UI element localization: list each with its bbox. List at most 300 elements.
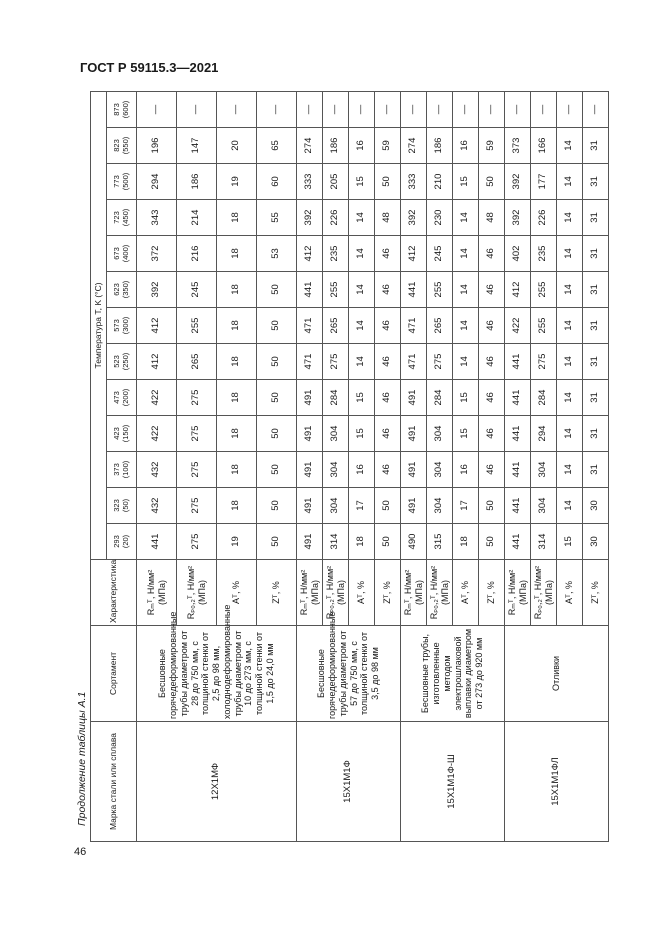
characteristic-label: Rₘᵀ, Н/мм² bbox=[507, 569, 518, 616]
value-cell: 177 bbox=[531, 164, 557, 200]
assortment-cell: Бесшовные трубы, изготовленные методом электрошлаковой выплавки диаметром от 273 до 920 мм bbox=[401, 626, 505, 722]
temperature-header-cell bbox=[107, 416, 137, 452]
value-cell: 275 bbox=[177, 524, 217, 560]
value-cell: 205 bbox=[323, 164, 349, 200]
value-cell: 14 bbox=[557, 380, 583, 416]
value-cell: 15 bbox=[453, 416, 479, 452]
value-cell: 304 bbox=[323, 452, 349, 488]
temperature-kelvin: 573 bbox=[112, 319, 122, 332]
temperature-header-cell bbox=[107, 308, 137, 344]
characteristic-label: Aᵀ, % bbox=[356, 581, 367, 604]
value-cell: 50 bbox=[479, 164, 505, 200]
value-cell: 16 bbox=[453, 452, 479, 488]
value-cell: 275 bbox=[323, 344, 349, 380]
characteristic-cell bbox=[427, 560, 453, 626]
characteristic-label: Aᵀ, % bbox=[460, 581, 471, 604]
value-cell: 402 bbox=[505, 236, 531, 272]
characteristic-cell bbox=[583, 560, 609, 626]
temperature-celsius: (500) bbox=[120, 172, 130, 191]
value-cell: 50 bbox=[375, 488, 401, 524]
value-cell: 31 bbox=[583, 200, 609, 236]
value-cell: 372 bbox=[137, 236, 177, 272]
value-cell: — bbox=[323, 91, 349, 127]
table-row bbox=[137, 91, 177, 841]
assortment-cell: Отливки bbox=[505, 626, 609, 722]
document-header: ГОСТ Р 59115.3—2021 bbox=[80, 60, 219, 75]
characteristic-label: Zᵀ, % bbox=[271, 581, 282, 604]
value-cell: 304 bbox=[531, 452, 557, 488]
value-cell: 392 bbox=[137, 272, 177, 308]
value-cell: 471 bbox=[297, 344, 323, 380]
temperature-kelvin: 523 bbox=[112, 355, 122, 368]
value-cell: — bbox=[583, 91, 609, 127]
characteristic-label: Zᵀ, % bbox=[382, 581, 393, 604]
value-cell: 46 bbox=[375, 236, 401, 272]
value-cell: 14 bbox=[349, 200, 375, 236]
characteristic-unit: (МПа) bbox=[517, 580, 528, 605]
value-cell: 46 bbox=[479, 380, 505, 416]
value-cell: 31 bbox=[583, 452, 609, 488]
value-cell: 255 bbox=[531, 308, 557, 344]
value-cell: 491 bbox=[297, 488, 323, 524]
temperature-kelvin: 293 bbox=[112, 535, 122, 548]
value-cell: 46 bbox=[375, 344, 401, 380]
value-cell: 147 bbox=[177, 128, 217, 164]
value-cell: — bbox=[531, 91, 557, 127]
value-cell: 50 bbox=[479, 488, 505, 524]
value-cell: 186 bbox=[427, 128, 453, 164]
grade-cell: 15Х1М1Ф-Ш bbox=[401, 722, 505, 842]
value-cell: 491 bbox=[297, 380, 323, 416]
value-cell: 214 bbox=[177, 200, 217, 236]
temperature-celsius: (100) bbox=[120, 460, 130, 479]
value-cell: 20 bbox=[217, 128, 257, 164]
header-grade: Марка стали или сплава bbox=[91, 722, 137, 842]
value-cell: 18 bbox=[217, 488, 257, 524]
value-cell: 255 bbox=[177, 308, 217, 344]
value-cell: — bbox=[177, 91, 217, 127]
value-cell: 226 bbox=[323, 200, 349, 236]
value-cell: 275 bbox=[177, 380, 217, 416]
grade-cell: 15Х1М1Ф bbox=[297, 722, 401, 842]
value-cell: 255 bbox=[427, 272, 453, 308]
value-cell: 16 bbox=[349, 128, 375, 164]
value-cell: 14 bbox=[557, 272, 583, 308]
value-cell: 491 bbox=[401, 488, 427, 524]
temperature-celsius: (350) bbox=[120, 280, 130, 299]
value-cell: 210 bbox=[427, 164, 453, 200]
value-cell: — bbox=[557, 91, 583, 127]
value-cell: 284 bbox=[427, 380, 453, 416]
value-cell: 14 bbox=[349, 308, 375, 344]
value-cell: 373 bbox=[505, 128, 531, 164]
value-cell: 412 bbox=[401, 236, 427, 272]
temperature-header-cell bbox=[107, 200, 137, 236]
value-cell: 274 bbox=[297, 128, 323, 164]
value-cell: 15 bbox=[453, 380, 479, 416]
value-cell: — bbox=[401, 91, 427, 127]
temperature-header-cell bbox=[107, 524, 137, 560]
value-cell: 392 bbox=[297, 200, 323, 236]
temperature-celsius: (550) bbox=[120, 136, 130, 155]
value-cell: 294 bbox=[531, 416, 557, 452]
value-cell: 48 bbox=[479, 200, 505, 236]
value-cell: 31 bbox=[583, 272, 609, 308]
value-cell: 441 bbox=[505, 344, 531, 380]
value-cell: 18 bbox=[217, 380, 257, 416]
characteristic-label: Rₚ₀,₂ᵀ, Н/мм² bbox=[186, 565, 197, 620]
value-cell: 304 bbox=[323, 488, 349, 524]
characteristic-label: Rₚ₀,₂ᵀ, Н/мм² bbox=[325, 565, 336, 620]
value-cell: 14 bbox=[557, 200, 583, 236]
table-row bbox=[505, 91, 531, 841]
value-cell: 18 bbox=[217, 200, 257, 236]
value-cell: 166 bbox=[531, 128, 557, 164]
characteristic-cell bbox=[297, 560, 323, 626]
characteristic-cell bbox=[401, 560, 427, 626]
value-cell: 284 bbox=[531, 380, 557, 416]
value-cell: 422 bbox=[137, 416, 177, 452]
value-cell: 16 bbox=[453, 128, 479, 164]
assortment-cell: Бесшовные горячедеформированные трубы диаметром от 28 до 750 мм, с толщиной стенки от 2,5 до 98 мм, холоднодеформированные трубы диаметром от 10 до 273 мм, с толщиной стенки от 1,5 до 24,0 мм bbox=[137, 626, 297, 722]
value-cell: 333 bbox=[401, 164, 427, 200]
value-cell: 31 bbox=[583, 380, 609, 416]
value-cell: 275 bbox=[427, 344, 453, 380]
temperature-header-cell bbox=[107, 452, 137, 488]
value-cell: 294 bbox=[137, 164, 177, 200]
temperature-kelvin: 873 bbox=[112, 103, 122, 116]
characteristic-cell bbox=[375, 560, 401, 626]
temperature-celsius: (300) bbox=[120, 316, 130, 335]
value-cell: 275 bbox=[177, 488, 217, 524]
assortment-cell: Бесшовные горячедеформированные трубы диаметром от 57 до 750 мм, с толщиной стенки от 3,5 до 98 мм bbox=[297, 626, 401, 722]
value-cell: 65 bbox=[257, 128, 297, 164]
temperature-kelvin: 723 bbox=[112, 211, 122, 224]
table-continuation-caption: Продолжение таблицы А.1 bbox=[76, 691, 88, 826]
value-cell: 216 bbox=[177, 236, 217, 272]
value-cell: 441 bbox=[505, 452, 531, 488]
value-cell: 48 bbox=[375, 200, 401, 236]
value-cell: 50 bbox=[257, 380, 297, 416]
table-header bbox=[91, 91, 137, 841]
characteristic-label: Zᵀ, % bbox=[486, 581, 497, 604]
value-cell: 255 bbox=[323, 272, 349, 308]
characteristic-cell bbox=[479, 560, 505, 626]
temperature-celsius: (20) bbox=[120, 534, 130, 549]
characteristic-unit: (МПа) bbox=[196, 580, 207, 605]
value-cell: 46 bbox=[479, 416, 505, 452]
table-body bbox=[137, 91, 609, 841]
value-cell: 490 bbox=[401, 524, 427, 560]
value-cell: 17 bbox=[453, 488, 479, 524]
value-cell: 14 bbox=[453, 236, 479, 272]
value-cell: 14 bbox=[557, 416, 583, 452]
value-cell: 15 bbox=[349, 380, 375, 416]
value-cell: 230 bbox=[427, 200, 453, 236]
value-cell: 432 bbox=[137, 452, 177, 488]
value-cell: 50 bbox=[375, 524, 401, 560]
temperature-celsius: (450) bbox=[120, 208, 130, 227]
characteristic-cell bbox=[177, 560, 217, 626]
value-cell: 14 bbox=[349, 272, 375, 308]
value-cell: 432 bbox=[137, 488, 177, 524]
value-cell: 235 bbox=[531, 236, 557, 272]
value-cell: 412 bbox=[297, 236, 323, 272]
value-cell: 46 bbox=[479, 452, 505, 488]
value-cell: 422 bbox=[505, 308, 531, 344]
value-cell: 471 bbox=[401, 308, 427, 344]
value-cell: 304 bbox=[427, 416, 453, 452]
value-cell: 18 bbox=[349, 524, 375, 560]
value-cell: — bbox=[375, 91, 401, 127]
value-cell: 265 bbox=[323, 308, 349, 344]
characteristic-cell bbox=[531, 560, 557, 626]
characteristic-unit: (МПа) bbox=[335, 580, 346, 605]
value-cell: — bbox=[137, 91, 177, 127]
value-cell: 50 bbox=[257, 308, 297, 344]
value-cell: 50 bbox=[257, 452, 297, 488]
value-cell: 14 bbox=[453, 344, 479, 380]
value-cell: 186 bbox=[177, 164, 217, 200]
header-temperature: Температура T, K (°C) bbox=[91, 91, 107, 559]
temperature-header-cell bbox=[107, 164, 137, 200]
value-cell: 412 bbox=[137, 308, 177, 344]
value-cell: 50 bbox=[479, 524, 505, 560]
value-cell: 245 bbox=[177, 272, 217, 308]
value-cell: 491 bbox=[401, 380, 427, 416]
value-cell: 392 bbox=[505, 200, 531, 236]
value-cell: 491 bbox=[297, 416, 323, 452]
grade-cell: 15Х1М1ФЛ bbox=[505, 722, 609, 842]
value-cell: 19 bbox=[217, 524, 257, 560]
value-cell: 16 bbox=[349, 452, 375, 488]
temperature-kelvin: 323 bbox=[112, 499, 122, 512]
value-cell: 59 bbox=[375, 128, 401, 164]
value-cell: 46 bbox=[375, 308, 401, 344]
value-cell: 441 bbox=[505, 524, 531, 560]
temperature-kelvin: 623 bbox=[112, 283, 122, 296]
value-cell: 31 bbox=[583, 128, 609, 164]
value-cell: 18 bbox=[217, 452, 257, 488]
header-assortment: Сортамент bbox=[91, 626, 137, 722]
table-row bbox=[401, 91, 427, 841]
temperature-kelvin: 673 bbox=[112, 247, 122, 260]
characteristic-label: Rₘᵀ, Н/мм² bbox=[146, 569, 157, 616]
value-cell: 31 bbox=[583, 164, 609, 200]
characteristic-cell bbox=[349, 560, 375, 626]
value-cell: 14 bbox=[349, 344, 375, 380]
value-cell: 19 bbox=[217, 164, 257, 200]
temperature-kelvin: 423 bbox=[112, 427, 122, 440]
value-cell: 491 bbox=[401, 416, 427, 452]
value-cell: 50 bbox=[257, 488, 297, 524]
value-cell: 31 bbox=[583, 416, 609, 452]
value-cell: 18 bbox=[217, 236, 257, 272]
value-cell: 15 bbox=[349, 416, 375, 452]
value-cell: 343 bbox=[137, 200, 177, 236]
value-cell: 471 bbox=[297, 308, 323, 344]
value-cell: 441 bbox=[505, 380, 531, 416]
value-cell: 265 bbox=[177, 344, 217, 380]
value-cell: — bbox=[257, 91, 297, 127]
value-cell: 46 bbox=[375, 272, 401, 308]
value-cell: 314 bbox=[323, 524, 349, 560]
value-cell: 18 bbox=[217, 344, 257, 380]
value-cell: 441 bbox=[505, 488, 531, 524]
value-cell: 53 bbox=[257, 236, 297, 272]
temperature-header-cell bbox=[107, 272, 137, 308]
value-cell: 50 bbox=[257, 272, 297, 308]
temperature-kelvin: 473 bbox=[112, 391, 122, 404]
value-cell: 50 bbox=[375, 164, 401, 200]
value-cell: 31 bbox=[583, 344, 609, 380]
value-cell: 18 bbox=[453, 524, 479, 560]
value-cell: 17 bbox=[349, 488, 375, 524]
characteristic-cell bbox=[505, 560, 531, 626]
value-cell: 14 bbox=[557, 308, 583, 344]
value-cell: — bbox=[479, 91, 505, 127]
value-cell: 275 bbox=[531, 344, 557, 380]
value-cell: 14 bbox=[557, 164, 583, 200]
value-cell: 304 bbox=[531, 488, 557, 524]
value-cell: 14 bbox=[453, 308, 479, 344]
value-cell: 304 bbox=[427, 452, 453, 488]
value-cell: 491 bbox=[401, 452, 427, 488]
value-cell: 441 bbox=[401, 272, 427, 308]
value-cell: 14 bbox=[453, 200, 479, 236]
temperature-header-cell bbox=[107, 236, 137, 272]
value-cell: 14 bbox=[557, 344, 583, 380]
temperature-header-cell bbox=[107, 91, 137, 127]
characteristic-label: Rₚ₀,₂ᵀ, Н/мм² bbox=[429, 565, 440, 620]
value-cell: 441 bbox=[297, 272, 323, 308]
value-cell: 15 bbox=[453, 164, 479, 200]
rotated-table-container bbox=[90, 92, 601, 842]
characteristic-label: Rₘᵀ, Н/мм² bbox=[299, 569, 310, 616]
value-cell: 255 bbox=[531, 272, 557, 308]
value-cell: 275 bbox=[177, 416, 217, 452]
value-cell: 186 bbox=[323, 128, 349, 164]
value-cell: 30 bbox=[583, 488, 609, 524]
characteristic-label: Aᵀ, % bbox=[231, 581, 242, 604]
value-cell: 304 bbox=[323, 416, 349, 452]
characteristic-unit: (МПа) bbox=[543, 580, 554, 605]
value-cell: 50 bbox=[257, 344, 297, 380]
value-cell: 245 bbox=[427, 236, 453, 272]
value-cell: 50 bbox=[257, 524, 297, 560]
value-cell: 235 bbox=[323, 236, 349, 272]
value-cell: 18 bbox=[217, 272, 257, 308]
characteristic-cell bbox=[257, 560, 297, 626]
value-cell: 274 bbox=[401, 128, 427, 164]
characteristic-unit: (МПа) bbox=[156, 580, 167, 605]
characteristic-unit: (МПа) bbox=[439, 580, 450, 605]
value-cell: 50 bbox=[257, 416, 297, 452]
temperature-celsius: (200) bbox=[120, 388, 130, 407]
value-cell: 491 bbox=[297, 524, 323, 560]
value-cell: 14 bbox=[349, 236, 375, 272]
value-cell: — bbox=[217, 91, 257, 127]
value-cell: 441 bbox=[137, 524, 177, 560]
value-cell: 226 bbox=[531, 200, 557, 236]
value-cell: 46 bbox=[479, 344, 505, 380]
value-cell: 55 bbox=[257, 200, 297, 236]
characteristic-label: Rₚ₀,₂ᵀ, Н/мм² bbox=[533, 565, 544, 620]
value-cell: 46 bbox=[375, 452, 401, 488]
value-cell: 265 bbox=[427, 308, 453, 344]
value-cell: 284 bbox=[323, 380, 349, 416]
value-cell: 46 bbox=[375, 416, 401, 452]
value-cell: 392 bbox=[401, 200, 427, 236]
value-cell: 59 bbox=[479, 128, 505, 164]
value-cell: 314 bbox=[531, 524, 557, 560]
value-cell: — bbox=[427, 91, 453, 127]
table-row bbox=[297, 91, 323, 841]
page-number: 46 bbox=[74, 846, 87, 858]
value-cell: 31 bbox=[583, 308, 609, 344]
characteristic-cell bbox=[453, 560, 479, 626]
value-cell: 31 bbox=[583, 236, 609, 272]
value-cell: 275 bbox=[177, 452, 217, 488]
header-characteristic: Характеристика bbox=[91, 560, 137, 626]
temperature-header-cell bbox=[107, 488, 137, 524]
value-cell: 18 bbox=[217, 308, 257, 344]
value-cell: 14 bbox=[557, 128, 583, 164]
characteristic-label: Aᵀ, % bbox=[564, 581, 575, 604]
value-cell: 471 bbox=[401, 344, 427, 380]
value-cell: 196 bbox=[137, 128, 177, 164]
value-cell: 333 bbox=[297, 164, 323, 200]
temperature-kelvin: 373 bbox=[112, 463, 122, 476]
value-cell: 304 bbox=[427, 488, 453, 524]
value-cell: 30 bbox=[583, 524, 609, 560]
temperature-kelvin: 773 bbox=[112, 175, 122, 188]
value-cell: — bbox=[453, 91, 479, 127]
characteristic-unit: (МПа) bbox=[413, 580, 424, 605]
value-cell: 14 bbox=[453, 272, 479, 308]
value-cell: 46 bbox=[479, 236, 505, 272]
value-cell: 46 bbox=[479, 272, 505, 308]
value-cell: 315 bbox=[427, 524, 453, 560]
characteristic-label: Zᵀ, % bbox=[590, 581, 601, 604]
temperature-kelvin: 823 bbox=[112, 139, 122, 152]
value-cell: 46 bbox=[479, 308, 505, 344]
value-cell: 46 bbox=[375, 380, 401, 416]
value-cell: 14 bbox=[557, 488, 583, 524]
temperature-celsius: (400) bbox=[120, 244, 130, 263]
temperature-celsius: (50) bbox=[120, 498, 130, 513]
value-cell: 18 bbox=[217, 416, 257, 452]
value-cell: 60 bbox=[257, 164, 297, 200]
value-cell: 14 bbox=[557, 236, 583, 272]
properties-table bbox=[90, 91, 609, 842]
value-cell: 412 bbox=[137, 344, 177, 380]
temperature-header-cell bbox=[107, 128, 137, 164]
value-cell: 15 bbox=[349, 164, 375, 200]
temperature-celsius: (600) bbox=[120, 100, 130, 119]
value-cell: 441 bbox=[505, 416, 531, 452]
grade-cell: 12Х1МФ bbox=[137, 722, 297, 842]
temperature-header-cell bbox=[107, 344, 137, 380]
value-cell: — bbox=[505, 91, 531, 127]
value-cell: 422 bbox=[137, 380, 177, 416]
characteristic-cell bbox=[557, 560, 583, 626]
characteristic-unit: (МПа) bbox=[309, 580, 320, 605]
value-cell: 392 bbox=[505, 164, 531, 200]
value-cell: 15 bbox=[557, 524, 583, 560]
characteristic-label: Rₘᵀ, Н/мм² bbox=[403, 569, 414, 616]
value-cell: 412 bbox=[505, 272, 531, 308]
